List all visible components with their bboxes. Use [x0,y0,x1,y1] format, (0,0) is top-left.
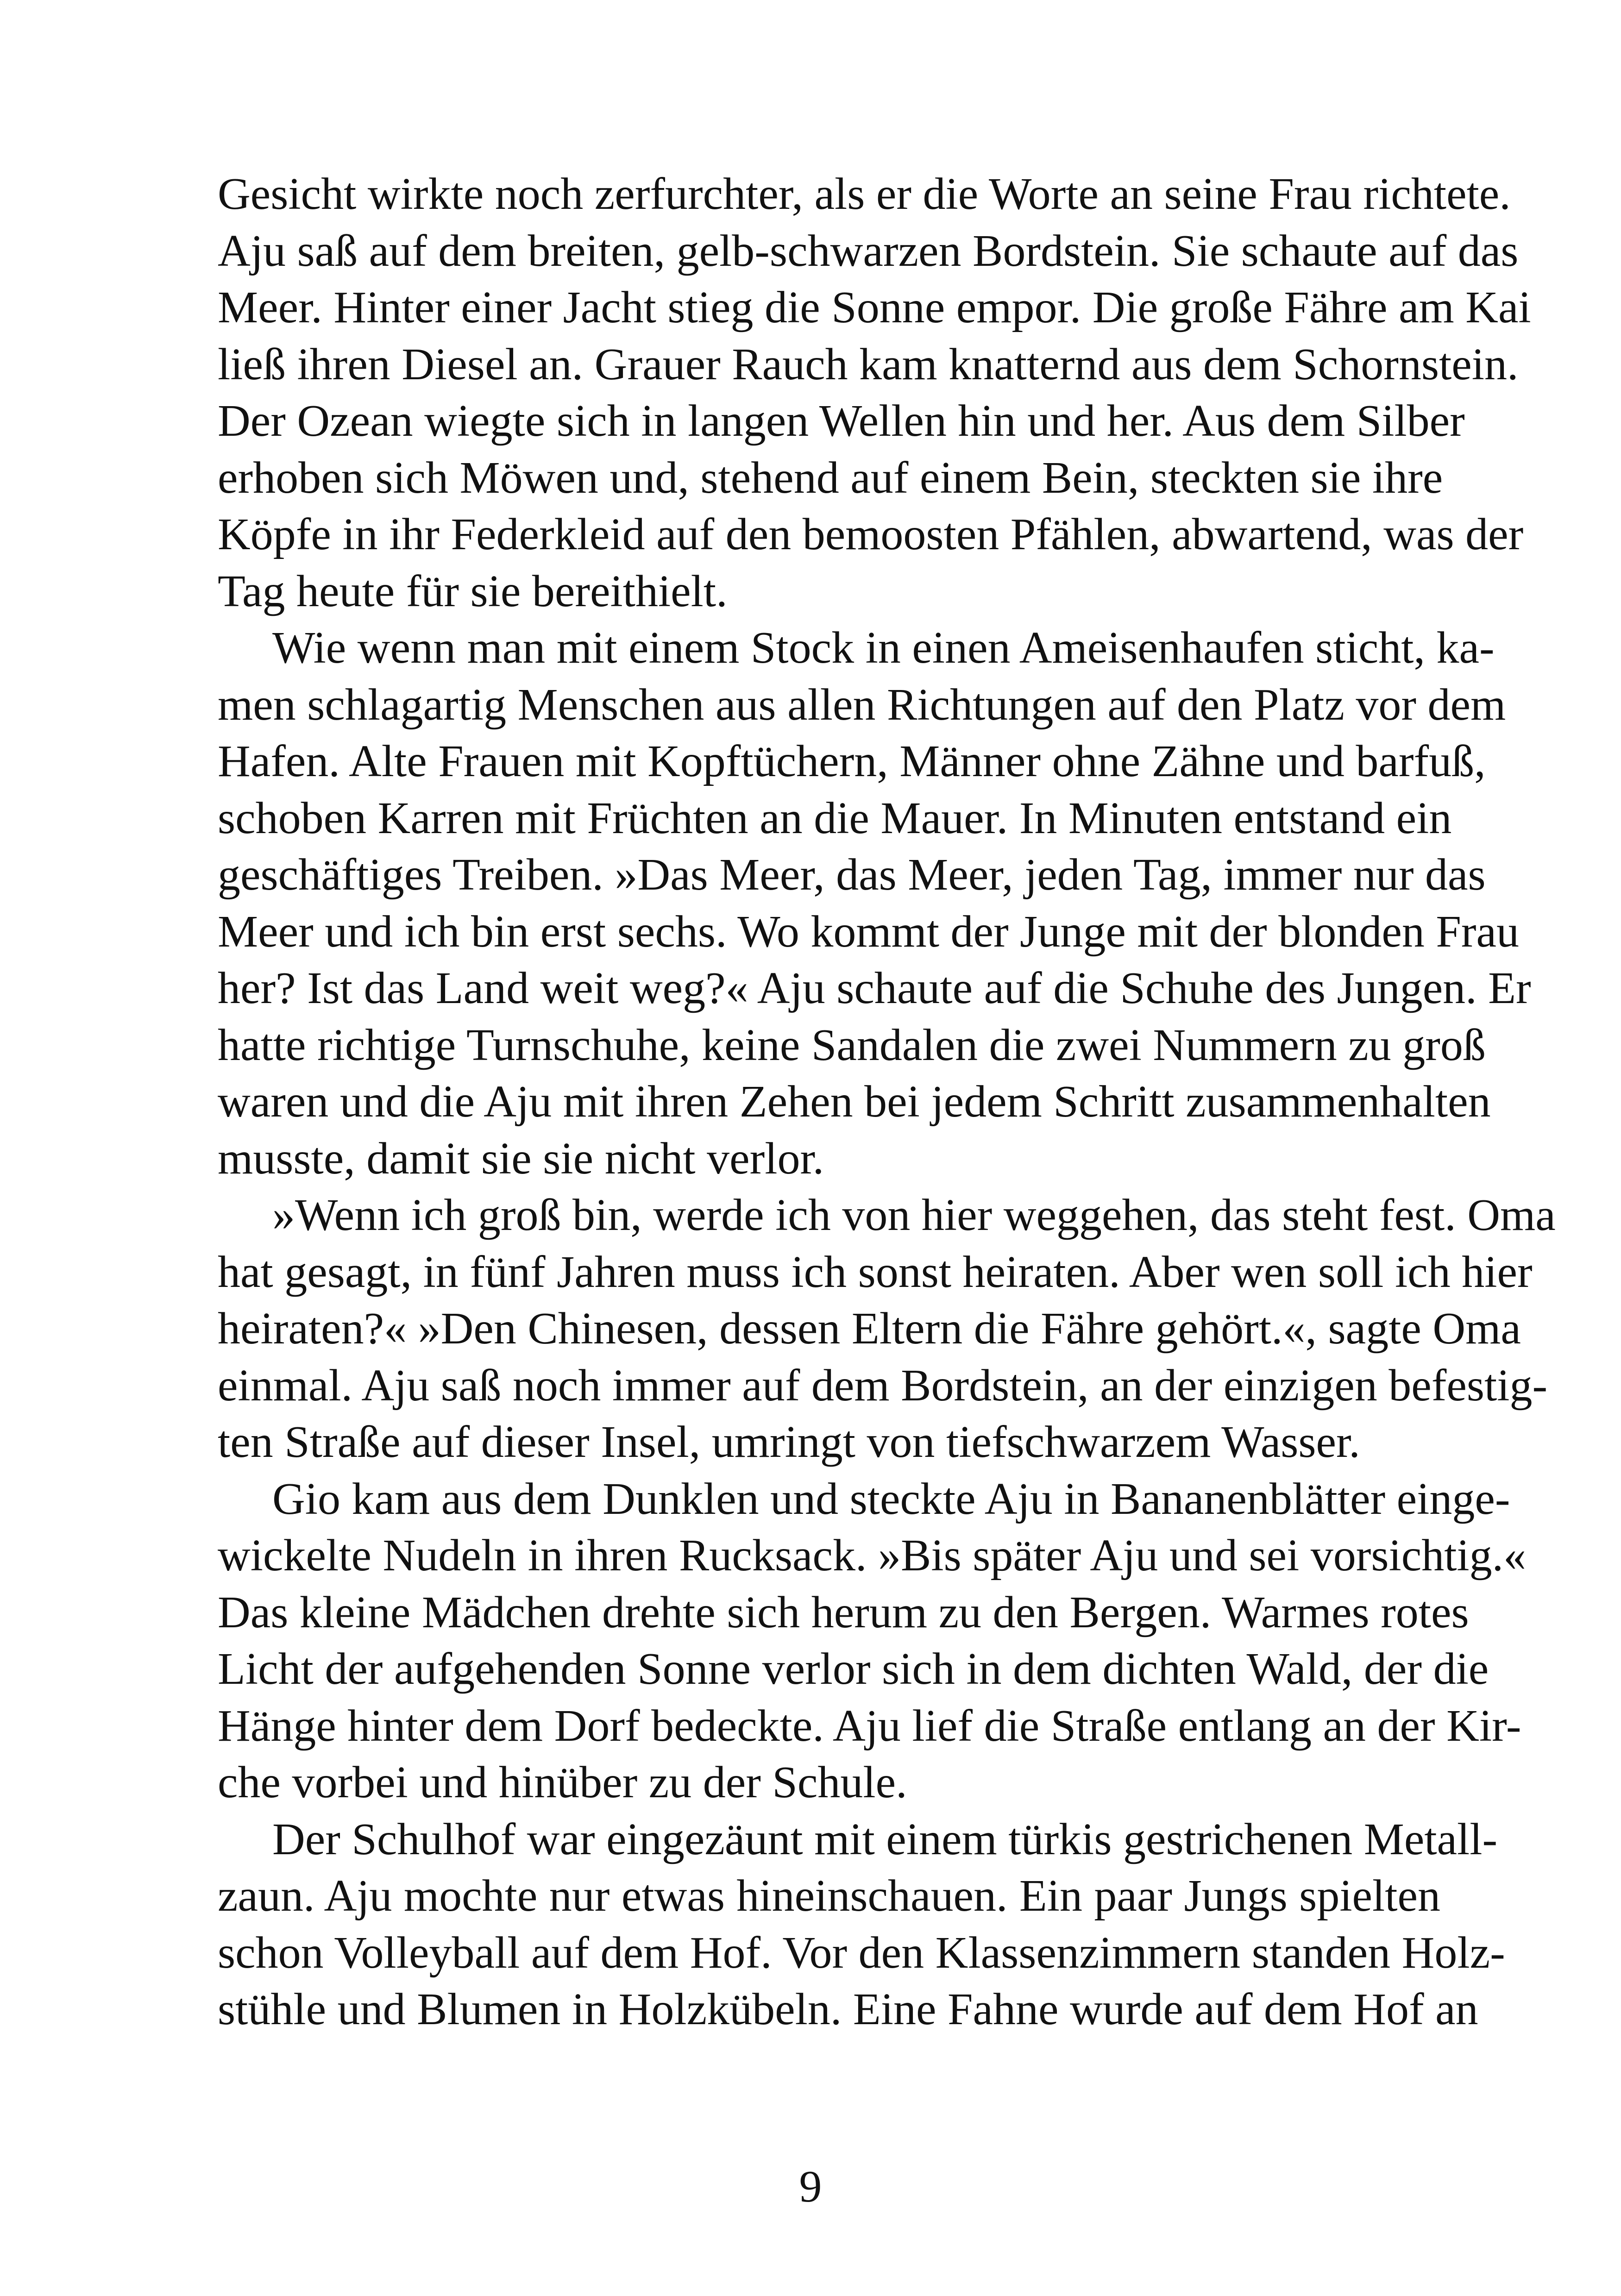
text-line: her? Ist das Land weit weg?« Aju schaute auf die Schuhe des Jungen. Er [218,963,1531,1013]
text-line: ten Straße auf dieser Insel, umringt von tiefschwarzem Wasser. [218,1417,1360,1467]
text-line: Wie wenn man mit einem Stock in einen Ameisenhaufen sticht, ka- [272,623,1495,673]
text-line: Hafen. Alte Frauen mit Kopftüchern, Männer ohne Zähne und barfuß, [218,736,1486,786]
text-line: Gio kam aus dem Dunklen und steckte Aju in Bananenblätter einge- [272,1474,1510,1524]
text-line: wickelte Nudeln in ihren Rucksack. »Bis später Aju und sei vorsichtig.« [218,1531,1527,1581]
text-line: Der Schulhof war eingezäunt mit einem türkis gestrichenen Metall- [272,1814,1498,1864]
paragraph [218,166,1531,620]
body-text [218,166,1556,2038]
text-line: Hänge hinter dem Dorf bedeckte. Aju lief die Straße entlang an der Kir- [218,1700,1521,1751]
text-line: Der Ozean wiegte sich in langen Wellen hin und her. Aus dem Silber [218,396,1465,446]
text-line: geschäftiges Treiben. »Das Meer, das Meer, jeden Tag, immer nur das [218,850,1486,900]
text-line: schon Volleyball auf dem Hof. Vor den Klassenzimmern standen Holz- [218,1927,1505,1978]
paragraph [218,1187,1556,1471]
text-line: waren und die Aju mit ihren Zehen bei jedem Schritt zusammenhalten [218,1077,1491,1127]
page-number: 9 [799,2162,822,2212]
text-line: heiraten?« »Den Chinesen, dessen Eltern die Fähre gehört.«, sagte Oma [218,1304,1521,1354]
text-line: schoben Karren mit Früchten an die Mauer. In Minuten entstand ein [218,793,1452,843]
text-line: Meer. Hinter einer Jacht stieg die Sonne empor. Die große Fähre am Kai [218,282,1531,332]
text-line: musste, damit sie sie nicht verlor. [218,1133,824,1184]
text-line: che vorbei und hinüber zu der Schule. [218,1757,907,1807]
text-line: zaun. Aju mochte nur etwas hineinschauen. Ein paar Jungs spielten [218,1871,1440,1921]
text-line: hat gesagt, in fünf Jahren muss ich sonst heiraten. Aber wen soll ich hier [218,1247,1533,1297]
text-line: Tag heute für sie bereithielt. [218,566,728,616]
text-line: ließ ihren Diesel an. Grauer Rauch kam knatternd aus dem Schornstein. [218,339,1519,389]
paragraph [218,1811,1505,2038]
text-line: Köpfe in ihr Federkleid auf den bemoosten Pfählen, abwartend, was der [218,509,1524,559]
text-line: Gesicht wirkte noch zerfurchter, als er die Worte an seine Frau richtete. [218,169,1511,219]
paragraph [218,620,1531,1187]
text-line: Licht der aufgehenden Sonne verlor sich in dem dichten Wald, der die [218,1644,1489,1694]
text-line: erhoben sich Möwen und, stehend auf einem Bein, steckten sie ihre [218,452,1443,503]
text-line: stühle und Blumen in Holzkübeln. Eine Fahne wurde auf dem Hof an [218,1984,1478,2034]
text-line: einmal. Aju saß noch immer auf dem Bordstein, an der einzigen befestig- [218,1360,1548,1411]
text-line: »Wenn ich groß bin, werde ich von hier weggehen, das steht fest. Oma [272,1190,1556,1240]
text-line: Das kleine Mädchen drehte sich herum zu den Bergen. Warmes rotes [218,1587,1469,1637]
paragraph [218,1471,1527,1811]
text-line: Aju saß auf dem breiten, gelb-schwarzen Bordstein. Sie schaute auf das [218,226,1519,276]
text-line: men schlagartig Menschen aus allen Richtungen auf den Platz vor dem [218,679,1506,730]
text-line: hatte richtige Turnschuhe, keine Sandalen die zwei Nummern zu groß [218,1020,1486,1070]
text-line: Meer und ich bin erst sechs. Wo kommt der Junge mit der blonden Frau [218,906,1519,957]
